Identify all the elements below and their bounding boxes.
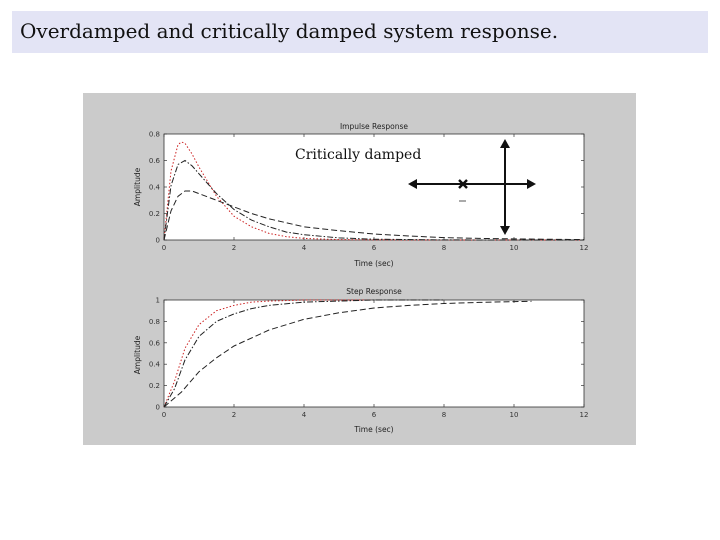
response-figure (83, 93, 636, 445)
slide-title: Overdamped and critically damped system response. (20, 19, 559, 43)
impulse-ytick-label: 0.8 (148, 130, 160, 139)
impulse-ytick-label: 0.4 (148, 183, 160, 192)
impulse-xtick-label: 10 (509, 244, 519, 252)
step-xtick-label: 0 (161, 411, 167, 419)
step-xtick-label: 4 (301, 411, 307, 419)
step-ytick-label: 0.2 (148, 382, 160, 391)
impulse-xtick-label: 4 (301, 244, 307, 252)
impulse-xtick-label: 2 (231, 244, 237, 252)
step-plot-area (164, 300, 584, 407)
step-ytick-label: 0.4 (148, 360, 160, 369)
impulse-xlabel: Time (sec) (354, 259, 394, 268)
step-xtick-label: 6 (371, 411, 377, 419)
impulse-ylabel: Amplitude (133, 167, 142, 207)
step-chart (133, 287, 588, 434)
step-ytick-label: 1 (155, 296, 160, 305)
impulse-title: Impulse Response (339, 122, 409, 131)
step-xtick-label: 10 (509, 411, 519, 419)
step-xlabel: Time (sec) (354, 425, 394, 434)
step-title: Step Response (346, 287, 402, 296)
critically-damped-annotation: Critically damped (295, 147, 422, 163)
impulse-ytick-label: 0.2 (148, 210, 160, 218)
figure-panel (83, 93, 636, 445)
impulse-xtick-label: 8 (441, 244, 447, 252)
step-xtick-label: 2 (231, 411, 237, 419)
impulse-ytick-label: 0.6 (148, 157, 160, 165)
step-xtick-label: 12 (579, 411, 589, 419)
impulse-xtick-label: 6 (371, 244, 377, 252)
step-ytick-label: 0 (155, 403, 160, 412)
impulse-xtick-label: 0 (161, 244, 167, 252)
step-xtick-label: 8 (441, 411, 447, 419)
impulse-ytick-label: 0 (155, 236, 160, 245)
step-ytick-label: 0.6 (148, 339, 160, 348)
slide-title-bar (12, 11, 708, 53)
step-ylabel: Amplitude (133, 335, 142, 375)
impulse-chart (133, 122, 588, 268)
impulse-xtick-label: 12 (579, 244, 589, 252)
step-ytick-label: 0.8 (148, 317, 160, 326)
